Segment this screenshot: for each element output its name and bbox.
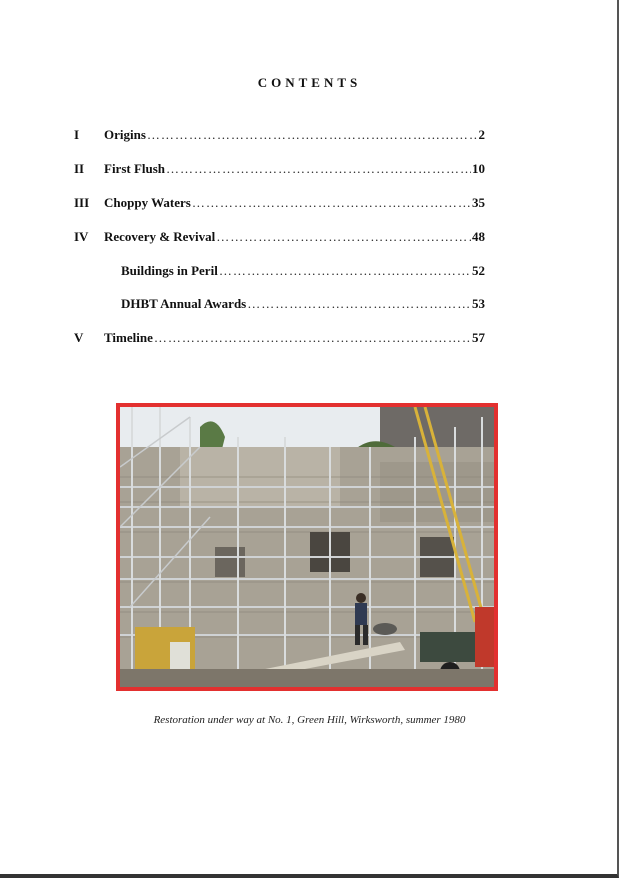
- toc-numeral: V: [74, 330, 84, 345]
- toc-label: Choppy Waters: [104, 195, 191, 210]
- toc-label: Origins: [104, 127, 146, 142]
- toc-numeral: I: [74, 127, 80, 142]
- toc-leader-dots: [247, 296, 471, 312]
- toc-page-number: 10: [472, 161, 485, 176]
- toc-label: First Flush: [104, 161, 166, 176]
- toc-label: Timeline: [104, 330, 153, 345]
- toc-page-number: 52: [472, 263, 485, 278]
- toc-page-number: 35: [472, 195, 485, 210]
- photo-caption: Restoration under way at No. 1, Green Hill, Wirksworth, summer 1980: [153, 714, 466, 726]
- toc-numeral: III: [74, 195, 90, 210]
- toc-leader-dots: [192, 195, 471, 211]
- toc-entry-first-flush[interactable]: [74, 161, 485, 177]
- toc-leader-dots: [154, 330, 471, 346]
- toc-page-number: 53: [472, 296, 485, 311]
- toc-numeral: II: [74, 161, 85, 176]
- toc-entry-recovery-revival[interactable]: [74, 229, 485, 245]
- toc-entry-choppy-waters[interactable]: [74, 195, 485, 211]
- toc-label: Recovery & Revival: [104, 229, 216, 244]
- toc-entry-dhbt-annual-awards[interactable]: [74, 296, 485, 312]
- toc-leader-dots: [147, 127, 478, 143]
- toc-leader-dots: [216, 229, 471, 245]
- toc-page-number: 57: [472, 330, 485, 345]
- contents-heading: CONTENTS: [257, 75, 362, 90]
- toc-page-number: 2: [478, 127, 485, 142]
- toc-label: DHBT Annual Awards: [121, 296, 247, 311]
- toc-entry-timeline[interactable]: [74, 330, 485, 346]
- toc-label: Buildings in Peril: [121, 263, 218, 278]
- scaffolding-photo-illustration: [120, 407, 494, 687]
- toc-page-number: 48: [472, 229, 485, 244]
- toc-leader-dots: [219, 263, 471, 279]
- toc-entry-origins[interactable]: [74, 127, 485, 143]
- toc-entry-buildings-in-peril[interactable]: [74, 263, 485, 279]
- toc-leader-dots: [166, 161, 471, 177]
- restoration-photo: [116, 403, 498, 691]
- toc-numeral: IV: [74, 229, 89, 244]
